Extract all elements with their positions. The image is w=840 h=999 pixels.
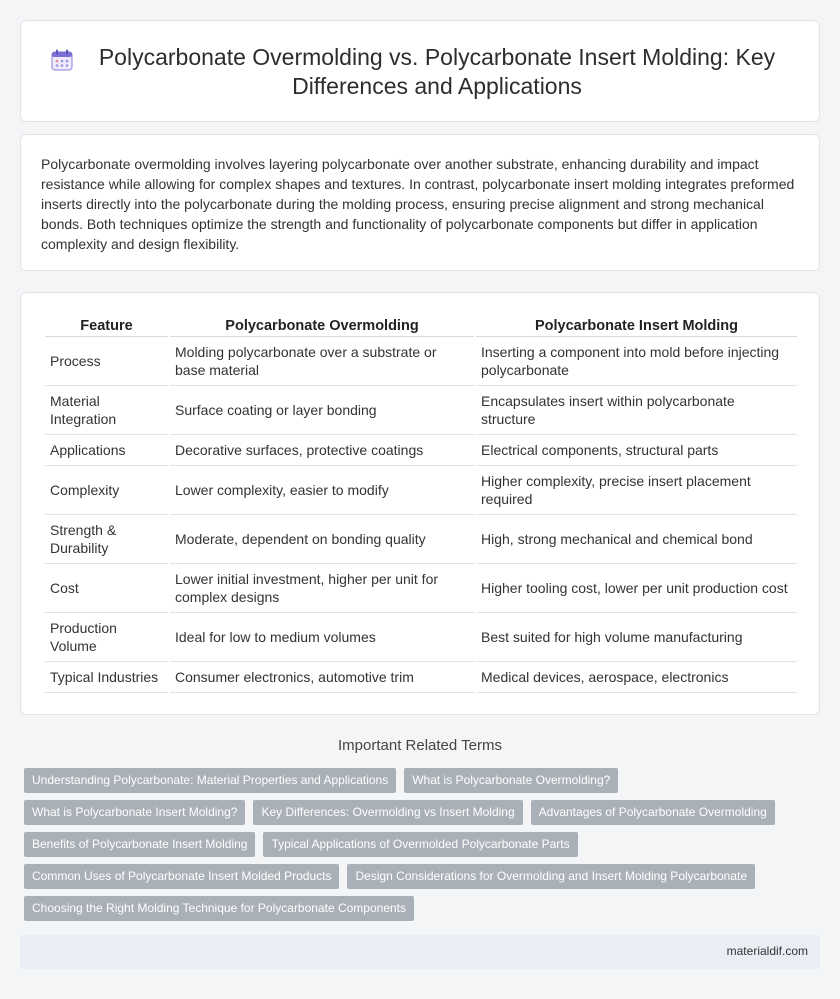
comparison-table-card xyxy=(20,292,820,715)
page-title: Polycarbonate Overmolding vs. Polycarbonate Insert Molding: Key Differences and Applications xyxy=(98,44,776,99)
table-row xyxy=(45,435,797,466)
related-term-tag[interactable]: Understanding Polycarbonate: Material Properties and Applications xyxy=(24,768,396,793)
related-term-tag[interactable]: What is Polycarbonate Overmolding? xyxy=(404,768,618,793)
row-feature: Production Volume xyxy=(45,613,168,662)
row-overmolding: Decorative surfaces, protective coatings xyxy=(170,435,474,466)
title-card xyxy=(20,20,820,122)
header-feature: Feature xyxy=(45,315,168,337)
row-overmolding: Consumer electronics, automotive trim xyxy=(170,662,474,693)
row-feature: Complexity xyxy=(45,466,168,515)
related-term-tag[interactable]: Choosing the Right Molding Technique for Polycarbonate Components xyxy=(24,896,414,921)
table-row xyxy=(45,613,797,662)
related-term-tag[interactable]: Design Considerations for Overmolding and Insert Molding Polycarbonate xyxy=(347,864,755,889)
row-insert-molding: Encapsulates insert within polycarbonate structure xyxy=(476,386,797,435)
row-insert-molding: Inserting a component into mold before injecting polycarbonate xyxy=(476,337,797,386)
table-row xyxy=(45,466,797,515)
row-feature: Process xyxy=(45,337,168,386)
row-feature: Typical Industries xyxy=(45,662,168,693)
related-term-tag[interactable]: What is Polycarbonate Insert Molding? xyxy=(24,800,245,825)
table-row xyxy=(45,386,797,435)
row-insert-molding: Medical devices, aerospace, electronics xyxy=(476,662,797,693)
row-feature: Applications xyxy=(45,435,168,466)
row-overmolding: Moderate, dependent on bonding quality xyxy=(170,515,474,564)
table-row xyxy=(45,662,797,693)
row-insert-molding: High, strong mechanical and chemical bond xyxy=(476,515,797,564)
related-term-tag[interactable]: Common Uses of Polycarbonate Insert Molded Products xyxy=(24,864,339,889)
row-feature: Strength & Durability xyxy=(45,515,168,564)
row-feature: Material Integration xyxy=(45,386,168,435)
related-terms-list xyxy=(24,768,804,921)
row-feature: Cost xyxy=(45,564,168,613)
row-overmolding: Molding polycarbonate over a substrate or base material xyxy=(170,337,474,386)
related-term-tag[interactable]: Typical Applications of Overmolded Polycarbonate Parts xyxy=(263,832,577,857)
row-insert-molding: Electrical components, structural parts xyxy=(476,435,797,466)
row-insert-molding: Best suited for high volume manufacturing xyxy=(476,613,797,662)
intro-paragraph: Polycarbonate overmolding involves layering polycarbonate over another substrate, enhancing durability and impact resistance while allowing for complex shapes and textures. In contrast, polycarbonate insert molding integrates preformed inserts directly into the polycarbonate during the molding process, ensuring precise alignment and strong mechanical bonds. Both techniques optimize the strength and functionality of polycarbonate components but differ in application complexity and design flexibility. xyxy=(41,156,795,252)
table-row xyxy=(45,337,797,386)
row-insert-molding: Higher tooling cost, lower per unit production cost xyxy=(476,564,797,613)
related-term-tag[interactable]: Key Differences: Overmolding vs Insert Molding xyxy=(253,800,522,825)
header-overmolding: Polycarbonate Overmolding xyxy=(170,315,474,337)
related-term-tag[interactable]: Benefits of Polycarbonate Insert Molding xyxy=(24,832,255,857)
footer xyxy=(20,935,820,969)
table-header-row xyxy=(45,315,797,337)
table-row xyxy=(45,564,797,613)
header-insert-molding: Polycarbonate Insert Molding xyxy=(476,315,797,337)
row-insert-molding: Higher complexity, precise insert placement required xyxy=(476,466,797,515)
related-terms-heading: Important Related Terms xyxy=(338,737,502,754)
related-term-tag[interactable]: Advantages of Polycarbonate Overmolding xyxy=(531,800,775,825)
intro-card xyxy=(20,134,820,271)
row-overmolding: Lower initial investment, higher per unit for complex designs xyxy=(170,564,474,613)
footer-site-link[interactable]: materialdif.com xyxy=(726,944,808,958)
table-row xyxy=(45,515,797,564)
row-overmolding: Surface coating or layer bonding xyxy=(170,386,474,435)
comparison-table xyxy=(43,315,799,693)
row-overmolding: Ideal for low to medium volumes xyxy=(170,613,474,662)
row-overmolding: Lower complexity, easier to modify xyxy=(170,466,474,515)
